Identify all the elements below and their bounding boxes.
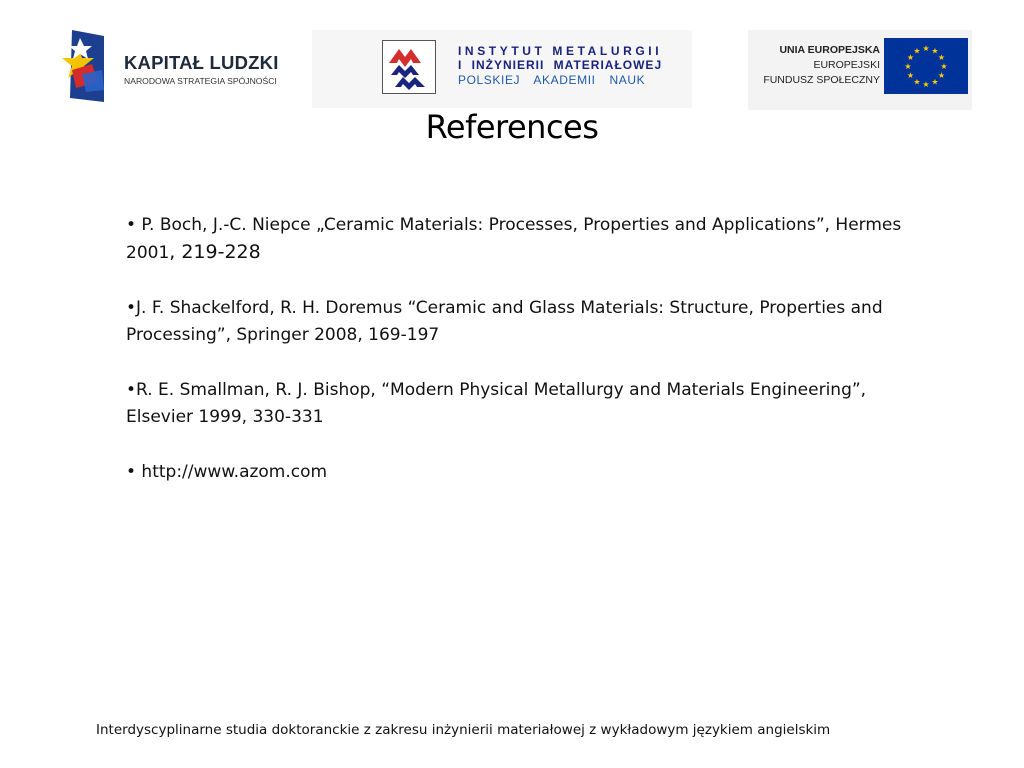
references-list <box>126 212 906 486</box>
kapital-ludzki-subtitle: NARODOWA STRATEGIA SPÓJNOŚCI <box>124 76 277 86</box>
svg-text:★: ★ <box>922 80 930 89</box>
institute-name-line2: I INŻYNIERII MATERIAŁOWEJ <box>458 58 663 72</box>
eu-line2: EUROPEJSKI <box>813 59 880 71</box>
svg-text:★: ★ <box>904 62 912 71</box>
institute-emblem-icon <box>383 41 435 93</box>
kapital-ludzki-title: KAPITAŁ LUDZKI <box>124 52 279 73</box>
kapital-ludzki-logo <box>58 30 298 106</box>
reference-item <box>126 377 906 431</box>
eu-line3: FUNDUSZ SPOŁECZNY <box>763 74 880 86</box>
svg-text:★: ★ <box>922 44 930 53</box>
eu-text <box>763 43 880 88</box>
institute-emblem <box>382 40 436 94</box>
svg-text:★: ★ <box>940 62 948 71</box>
reference-item <box>126 212 906 267</box>
eu-flag-icon <box>884 38 968 94</box>
institute-name-line3: POLSKIEJ AKADEMII NAUK <box>458 73 646 87</box>
kapital-ludzki-emblem-icon <box>58 30 118 106</box>
reference-text: •R. E. Smallman, R. J. Bishop, “Modern Physical Metallurgy and Materials Engineering”, Elsevier 1999, 330-331 <box>126 380 867 427</box>
svg-text:★: ★ <box>937 53 946 62</box>
institute-name-line1: INSTYTUT METALURGII <box>458 44 663 58</box>
slide-footer: Interdyscyplinarne studia doktoranckie z zakresu inżynierii materiałowej z wykładowym językiem angielskim <box>96 722 831 738</box>
reference-pages: , 219-228 <box>169 241 261 263</box>
eu-logo <box>748 30 972 110</box>
svg-text:★: ★ <box>937 71 946 80</box>
slide-title: References <box>425 108 599 146</box>
reference-text: • P. Boch, J.-C. Niepce „Ceramic Materials: Processes, Properties and Applications”, Hermes 2001 <box>126 215 902 263</box>
reference-item <box>126 295 906 349</box>
svg-text:★: ★ <box>931 46 939 56</box>
svg-text:★: ★ <box>931 77 939 87</box>
reference-item <box>126 459 906 486</box>
svg-text:★: ★ <box>913 77 921 87</box>
eu-line1: UNIA EUROPEJSKA <box>779 44 880 56</box>
institute-logo <box>312 30 692 108</box>
reference-link[interactable]: • http://www.azom.com <box>126 462 328 482</box>
svg-text:★: ★ <box>906 71 915 80</box>
svg-text:★: ★ <box>913 46 921 56</box>
svg-text:★: ★ <box>906 53 915 62</box>
reference-text: •J. F. Shackelford, R. H. Doremus “Ceramic and Glass Materials: Structure, Properties and Processing”, Springer 2008, 169-197 <box>126 298 883 345</box>
